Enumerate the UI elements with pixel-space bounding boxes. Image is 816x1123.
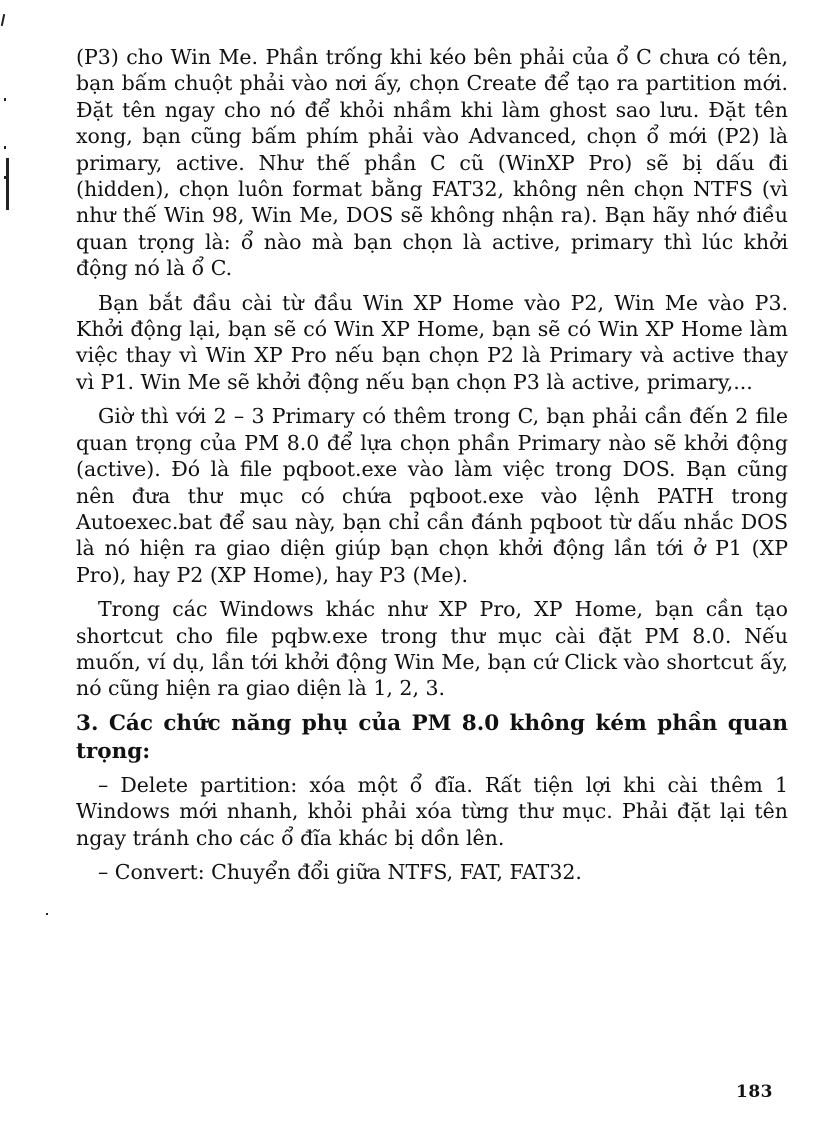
scan-artifact bbox=[6, 158, 9, 210]
scan-artifact bbox=[4, 146, 6, 149]
list-item: – Delete partition: xóa một ổ đĩa. Rất tiện lợi khi cài thêm 1 Windows mới nhanh, khỏi phải xóa từng thư mục. Phải đặt lại tên ngay tránh cho các ổ đĩa khác bị dồn lên. bbox=[76, 772, 788, 850]
paragraph: Trong các Windows khác như XP Pro, XP Home, bạn cần tạo shortcut cho file pqbw.exe trong thư mục cài đặt PM 8.0. Nếu muốn, ví dụ, lần tới khởi động Win Me, bạn cứ Click vào shortcut ấy, nó cũng hiện ra giao diện là 1, 2, 3. bbox=[76, 597, 788, 701]
scan-artifact bbox=[4, 98, 6, 101]
paragraph: Giờ thì với 2 – 3 Primary có thêm trong C, bạn phải cần đến 2 file quan trọng của PM 8.0 để lựa chọn phần Primary nào sẽ khởi động (active). Đó là file pqboot.exe vào làm việc trong DOS. Bạn cũng nên đưa thư mục có chứa pqboot.exe vào lệnh PATH trong Autoexec.bat để sau này, bạn chỉ cần đánh pqboot từ dấu nhắc DOS là nó hiện ra giao diện giúp bạn chọn khởi động lần tới ở P1 (XP Pro), hay P2 (XP Home), hay P3 (Me). bbox=[76, 404, 788, 587]
scan-artifact bbox=[46, 913, 48, 915]
paragraph-continuation: (P3) cho Win Me. Phần trống khi kéo bên phải của ổ C chưa có tên, bạn bấm chuột phải vào nơi ấy, chọn Create để tạo ra partition mới. Đặt tên ngay cho nó để khỏi nhầm khi làm ghost sao lưu. Đặt tên xong, bạn cũng bấm phím phải vào Advanced, chọn ổ mới (P2) là primary, active. Như thế phần C cũ (WinXP Pro) sẽ bị dấu đi (hidden), chọn luôn format bằng FAT32, không nên chọn NTFS (vì như thế Win 98, Win Me, DOS sẽ không nhận ra). Bạn hãy nhớ điều quan trọng là: ổ nào mà bạn chọn là active, primary thì lúc khởi động nó là ổ C. bbox=[76, 45, 788, 281]
section-heading: 3. Các chức năng phụ của PM 8.0 không kém phần quan trọng: bbox=[76, 710, 788, 764]
page-content bbox=[76, 44, 788, 893]
scan-artifact bbox=[1, 14, 5, 26]
page-number: 183 bbox=[736, 1082, 773, 1102]
paragraph: Bạn bắt đầu cài từ đầu Win XP Home vào P2, Win Me vào P3. Khởi động lại, bạn sẽ có Win XP Home, bạn sẽ có Win XP Home làm việc thay vì Win XP Pro nếu bạn chọn P2 là Primary và active thay vì P1. Win Me sẽ khởi động nếu bạn chọn P3 là active, primary,... bbox=[76, 290, 788, 394]
list-item: – Convert: Chuyển đổi giữa NTFS, FAT, FAT32. bbox=[98, 859, 582, 884]
